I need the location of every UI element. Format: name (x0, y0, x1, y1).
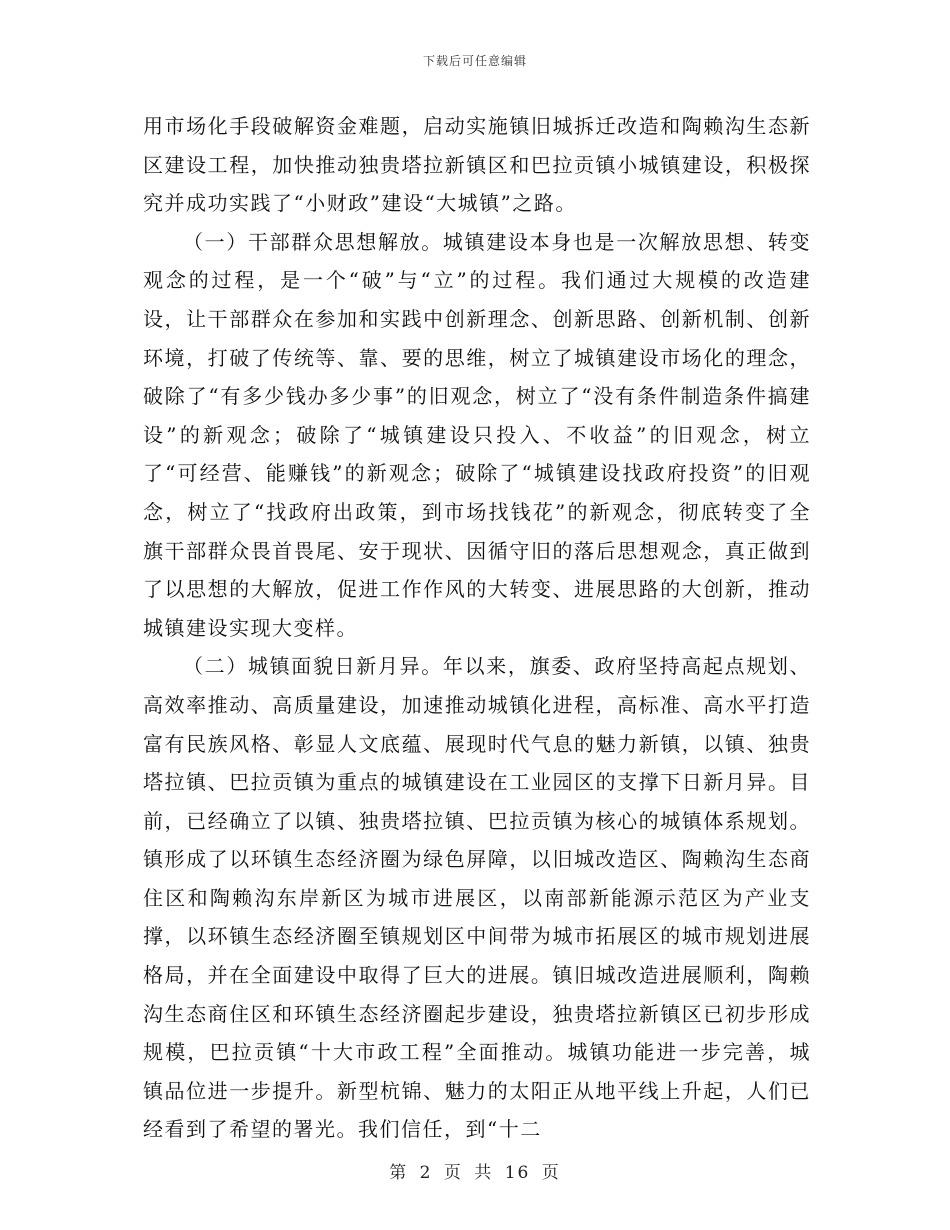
document-body (143, 107, 811, 1149)
page-header: 下载后可任意编辑 (422, 54, 527, 68)
paragraph-town-appearance: （二）城镇面貌日新月异。年以来，旗委、政府坚持高起点规划、高效率推动、高质量建设，加速推动城镇化进程，高标准、高水平打造富有民族风格、彰显人文底蕴、展现时代气息的魅力新镇，以镇、独贵塔拉镇、巴拉贡镇为重点的城镇建设在工业园区的支撑下日新月异。目前，已经确立了以镇、独贵塔拉镇、巴拉贡镇为核心的城镇体系规划。镇形成了以环镇生态经济圈为绿色屏障，以旧城改造区、陶赖沟生态商住区和陶赖沟东岸新区为城市进展区，以南部新能源示范区为产业支撑，以环镇生态经济圈至镇规划区中间带为城市拓展区的城市规划进展格局，并在全面建设中取得了巨大的进展。镇旧城改造进展顺利，陶赖沟生态商住区和环镇生态经济圈起步建设，独贵塔拉新镇区已初步形成规模，巴拉贡镇“十大市政工程”全面推动。城镇功能进一步完善，城镇品位进一步提升。新型杭锦、魅力的太阳正从地平线上升起，人们已经看到了希望的署光。我们信任，到“十二 (143, 654, 811, 1142)
paragraph-cadre-thinking: （一）干部群众思想解放。城镇建设本身也是一次解放思想、转变观念的过程，是一个“破”与“立”的过程。我们通过大规模的改造建设，让干部群众在参加和实践中创新理念、创新思路、创新机制、创新环境，打破了传统等、靠、要的思维，树立了城镇建设市场化的理念，破除了“有多少钱办多少事”的旧观念，树立了“没有条件制造条件搞建设”的新观念；破除了“城镇建设只投入、不收益”的旧观念，树立了“可经营、能赚钱”的新观念；破除了“城镇建设找政府投资”的旧观念，树立了“找政府出政策，到市场找钱花”的新观念，彻底转变了全旗干部群众畏首畏尾、安于现状、因循守旧的落后思想观念，真正做到了以思想的大解放，促进工作作风的大转变、进展思路的大创新，推动城镇建设实现大变样。 (143, 229, 811, 640)
page-number: 第 2 页 共 16 页 (389, 1163, 561, 1183)
paragraph-continuation: 用市场化手段破解资金难题，启动实施镇旧城拆迁改造和陶赖沟生态新区建设工程，加快推动独贵塔拉新镇区和巴拉贡镇小城镇建设，积极探究并成功实践了“小财政”建设“大城镇”之路。 (143, 114, 811, 216)
